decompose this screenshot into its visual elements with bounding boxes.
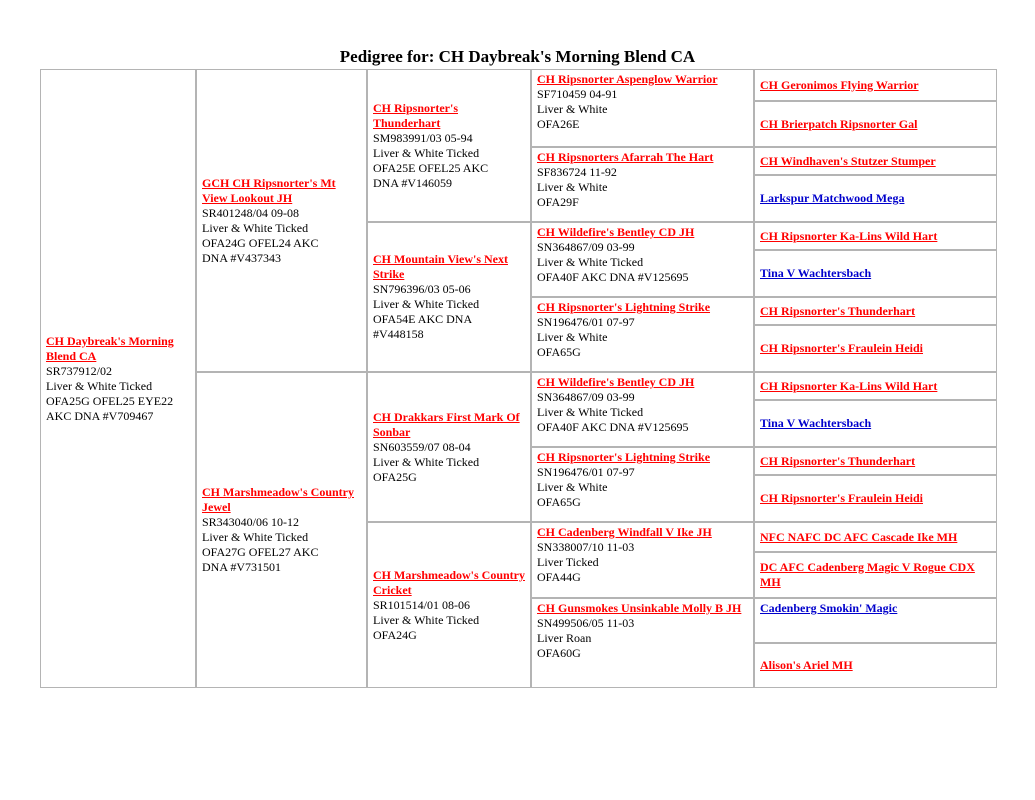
- dog-link[interactable]: CH Daybreak's Morning Blend CA: [46, 333, 174, 363]
- page-title: Pedigree for: CH Daybreak's Morning Blend CA: [339, 47, 696, 66]
- dam-link[interactable]: CH Marshmeadow's Country Jewel: [202, 485, 354, 514]
- gen3-dna: #V448158: [373, 327, 424, 341]
- gen3-dna: DNA #V146059: [373, 175, 453, 190]
- gen5-cell: [754, 598, 997, 643]
- gen5-link[interactable]: CH Ripsnorter's Fraulein Heidi: [760, 491, 923, 505]
- gen3-cell: [367, 222, 531, 372]
- gen3-reg: SR101514/01 08-06: [373, 597, 471, 612]
- gen5-link[interactable]: Larkspur Matchwood Mega: [760, 191, 905, 205]
- gen4-reg: SN364867/09 03-99: [537, 390, 635, 404]
- gen4-link[interactable]: CH Ripsnorter's Lightning Strike: [537, 450, 711, 464]
- dam-color: Liver & White Ticked: [202, 530, 309, 544]
- gen3-health: OFA24G: [373, 627, 417, 642]
- gen4-cell: [531, 69, 754, 147]
- gen4-cell: [531, 598, 754, 688]
- gen5-cell: [754, 372, 997, 400]
- dam-reg: SR343040/06 10-12: [202, 515, 300, 529]
- gen4-reg: SF836724 11-92: [537, 165, 617, 179]
- gen5-cell: [754, 475, 997, 522]
- gen4-color: Liver & White Ticked: [537, 405, 644, 419]
- gen5-cell: [754, 447, 997, 475]
- gen5-link[interactable]: CH Ripsnorter's Thunderhart: [760, 303, 916, 318]
- dog-reg: SR737912/02: [46, 363, 113, 378]
- gen5-cell: [754, 69, 997, 101]
- dog-health: OFA25G OFEL25 EYE22: [46, 393, 174, 408]
- gen3-link[interactable]: CH Mountain View's Next Strike: [373, 252, 508, 281]
- gen3-link[interactable]: CH Ripsnorter's Thunderhart: [373, 100, 458, 130]
- sire-link[interactable]: GCH CH Ripsnorter's Mt View Lookout JH: [202, 175, 336, 205]
- gen4-health: OFA65G: [537, 345, 581, 359]
- sire-health: OFA24G OFEL24 AKC: [202, 235, 319, 250]
- gen5-link[interactable]: CH Ripsnorter's Thunderhart: [760, 453, 916, 468]
- gen5-cell: [754, 101, 997, 147]
- gen5-cell: [754, 297, 997, 325]
- gen3-color: Liver & White Ticked: [373, 454, 480, 469]
- gen5-link[interactable]: Tina V Wachtersbach: [760, 416, 872, 430]
- gen4-health: OFA40F AKC DNA #V125695: [537, 420, 689, 434]
- gen3-health: OFA54E AKC DNA: [373, 312, 473, 326]
- gen4-reg: SF710459 04-91: [537, 87, 618, 101]
- gen4-cell: [531, 372, 754, 447]
- gen5-cell: [754, 643, 997, 688]
- dog-dna: AKC DNA #V709467: [46, 408, 154, 423]
- gen3-cell: [367, 372, 531, 522]
- gen4-reg: SN196476/01 07-97: [537, 315, 635, 329]
- gen5-cell: [754, 175, 997, 222]
- gen5-cell: [754, 552, 997, 598]
- gen4-cell: [531, 147, 754, 222]
- gen4-health: OFA60G: [537, 646, 581, 660]
- gen5-cell: [754, 147, 997, 175]
- gen4-cell: [531, 297, 754, 372]
- gen3-cell: [367, 69, 531, 222]
- gen4-link[interactable]: CH Gunsmokes Unsinkable Molly B JH: [537, 601, 742, 615]
- dam-health: OFA27G OFEL27 AKC: [202, 545, 319, 559]
- sire-dna: DNA #V437343: [202, 250, 282, 265]
- gen4-color: Liver & White: [537, 330, 608, 344]
- gen5-link[interactable]: Cadenberg Smokin' Magic: [760, 601, 898, 615]
- gen4-reg: SN499506/05 11-03: [537, 616, 635, 630]
- gen4-color: Liver Roan: [537, 631, 592, 645]
- gen4-reg: SN196476/01 07-97: [537, 465, 635, 479]
- gen5-link[interactable]: CH Ripsnorter's Fraulein Heidi: [760, 341, 923, 355]
- gen3-reg: SN603559/07 08-04: [373, 439, 471, 454]
- gen4-health: OFA65G: [537, 495, 581, 509]
- gen3-reg: SM983991/03 05-94: [373, 130, 473, 145]
- gen3-color: Liver & White Ticked: [373, 612, 480, 627]
- dam-dna: DNA #V731501: [202, 560, 282, 574]
- gen4-reg: SN338007/10 11-03: [537, 540, 635, 554]
- gen5-link[interactable]: CH Windhaven's Stutzer Stumper: [760, 153, 936, 168]
- gen4-health: OFA26E: [537, 117, 580, 131]
- gen3-color: Liver & White Ticked: [373, 297, 480, 311]
- gen5-cell: [754, 522, 997, 552]
- gen5-link[interactable]: CH Ripsnorter Ka-Lins Wild Hart: [760, 228, 938, 243]
- gen4-cell: [531, 522, 754, 598]
- gen4-color: Liver Ticked: [537, 555, 599, 569]
- gen4-color: Liver & White: [537, 480, 608, 494]
- gen3-reg: SN796396/03 05-06: [373, 282, 471, 296]
- gen4-cell: [531, 447, 754, 522]
- gen4-color: Liver & White: [537, 102, 608, 116]
- gen4-link[interactable]: CH Ripsnorter Aspenglow Warrior: [537, 72, 718, 86]
- gen3-health: OFA25E OFEL25 AKC: [373, 160, 489, 175]
- sire-cell: [196, 69, 367, 372]
- sire-reg: SR401248/04 09-08: [202, 205, 300, 220]
- gen3-link[interactable]: CH Marshmeadow's Country Cricket: [373, 567, 525, 597]
- gen4-color: Liver & White Ticked: [537, 255, 644, 269]
- gen3-cell: [367, 522, 531, 688]
- gen4-reg: SN364867/09 03-99: [537, 240, 635, 254]
- gen3-health: OFA25G: [373, 469, 417, 484]
- gen4-link[interactable]: CH Wildefire's Bentley CD JH: [537, 375, 695, 389]
- gen5-link[interactable]: CH Geronimos Flying Warrior: [760, 77, 919, 92]
- gen3-color: Liver & White Ticked: [373, 145, 480, 160]
- gen5-link[interactable]: CH Ripsnorter Ka-Lins Wild Hart: [760, 378, 938, 393]
- gen4-cell: [531, 222, 754, 297]
- gen4-health: OFA44G: [537, 570, 581, 584]
- gen5-link[interactable]: CH Brierpatch Ripsnorter Gal: [760, 116, 918, 131]
- gen4-link[interactable]: CH Cadenberg Windfall V Ike JH: [537, 525, 712, 539]
- gen4-link[interactable]: CH Ripsnorters Afarrah The Hart: [537, 150, 714, 164]
- gen5-link[interactable]: Tina V Wachtersbach: [760, 266, 872, 280]
- dam-cell: [196, 372, 367, 688]
- dog-cell: [40, 69, 196, 688]
- gen4-health: OFA40F AKC DNA #V125695: [537, 270, 689, 284]
- gen4-link[interactable]: CH Ripsnorter's Lightning Strike: [537, 300, 711, 314]
- gen3-link[interactable]: CH Drakkars First Mark Of Sonbar: [373, 409, 520, 439]
- sire-color: Liver & White Ticked: [202, 220, 309, 235]
- gen4-link[interactable]: CH Wildefire's Bentley CD JH: [537, 225, 695, 239]
- gen5-link[interactable]: NFC NAFC DC AFC Cascade Ike MH: [760, 529, 958, 544]
- gen5-cell: [754, 400, 997, 447]
- gen5-cell: [754, 325, 997, 372]
- gen5-cell: [754, 222, 997, 250]
- gen4-health: OFA29F: [537, 195, 579, 209]
- gen5-cell: [754, 250, 997, 297]
- gen4-color: Liver & White: [537, 180, 608, 194]
- dog-color: Liver & White Ticked: [46, 378, 153, 393]
- gen5-link[interactable]: Alison's Ariel MH: [760, 658, 853, 672]
- gen5-link[interactable]: DC AFC Cadenberg Magic V Rogue CDX MH: [760, 560, 975, 589]
